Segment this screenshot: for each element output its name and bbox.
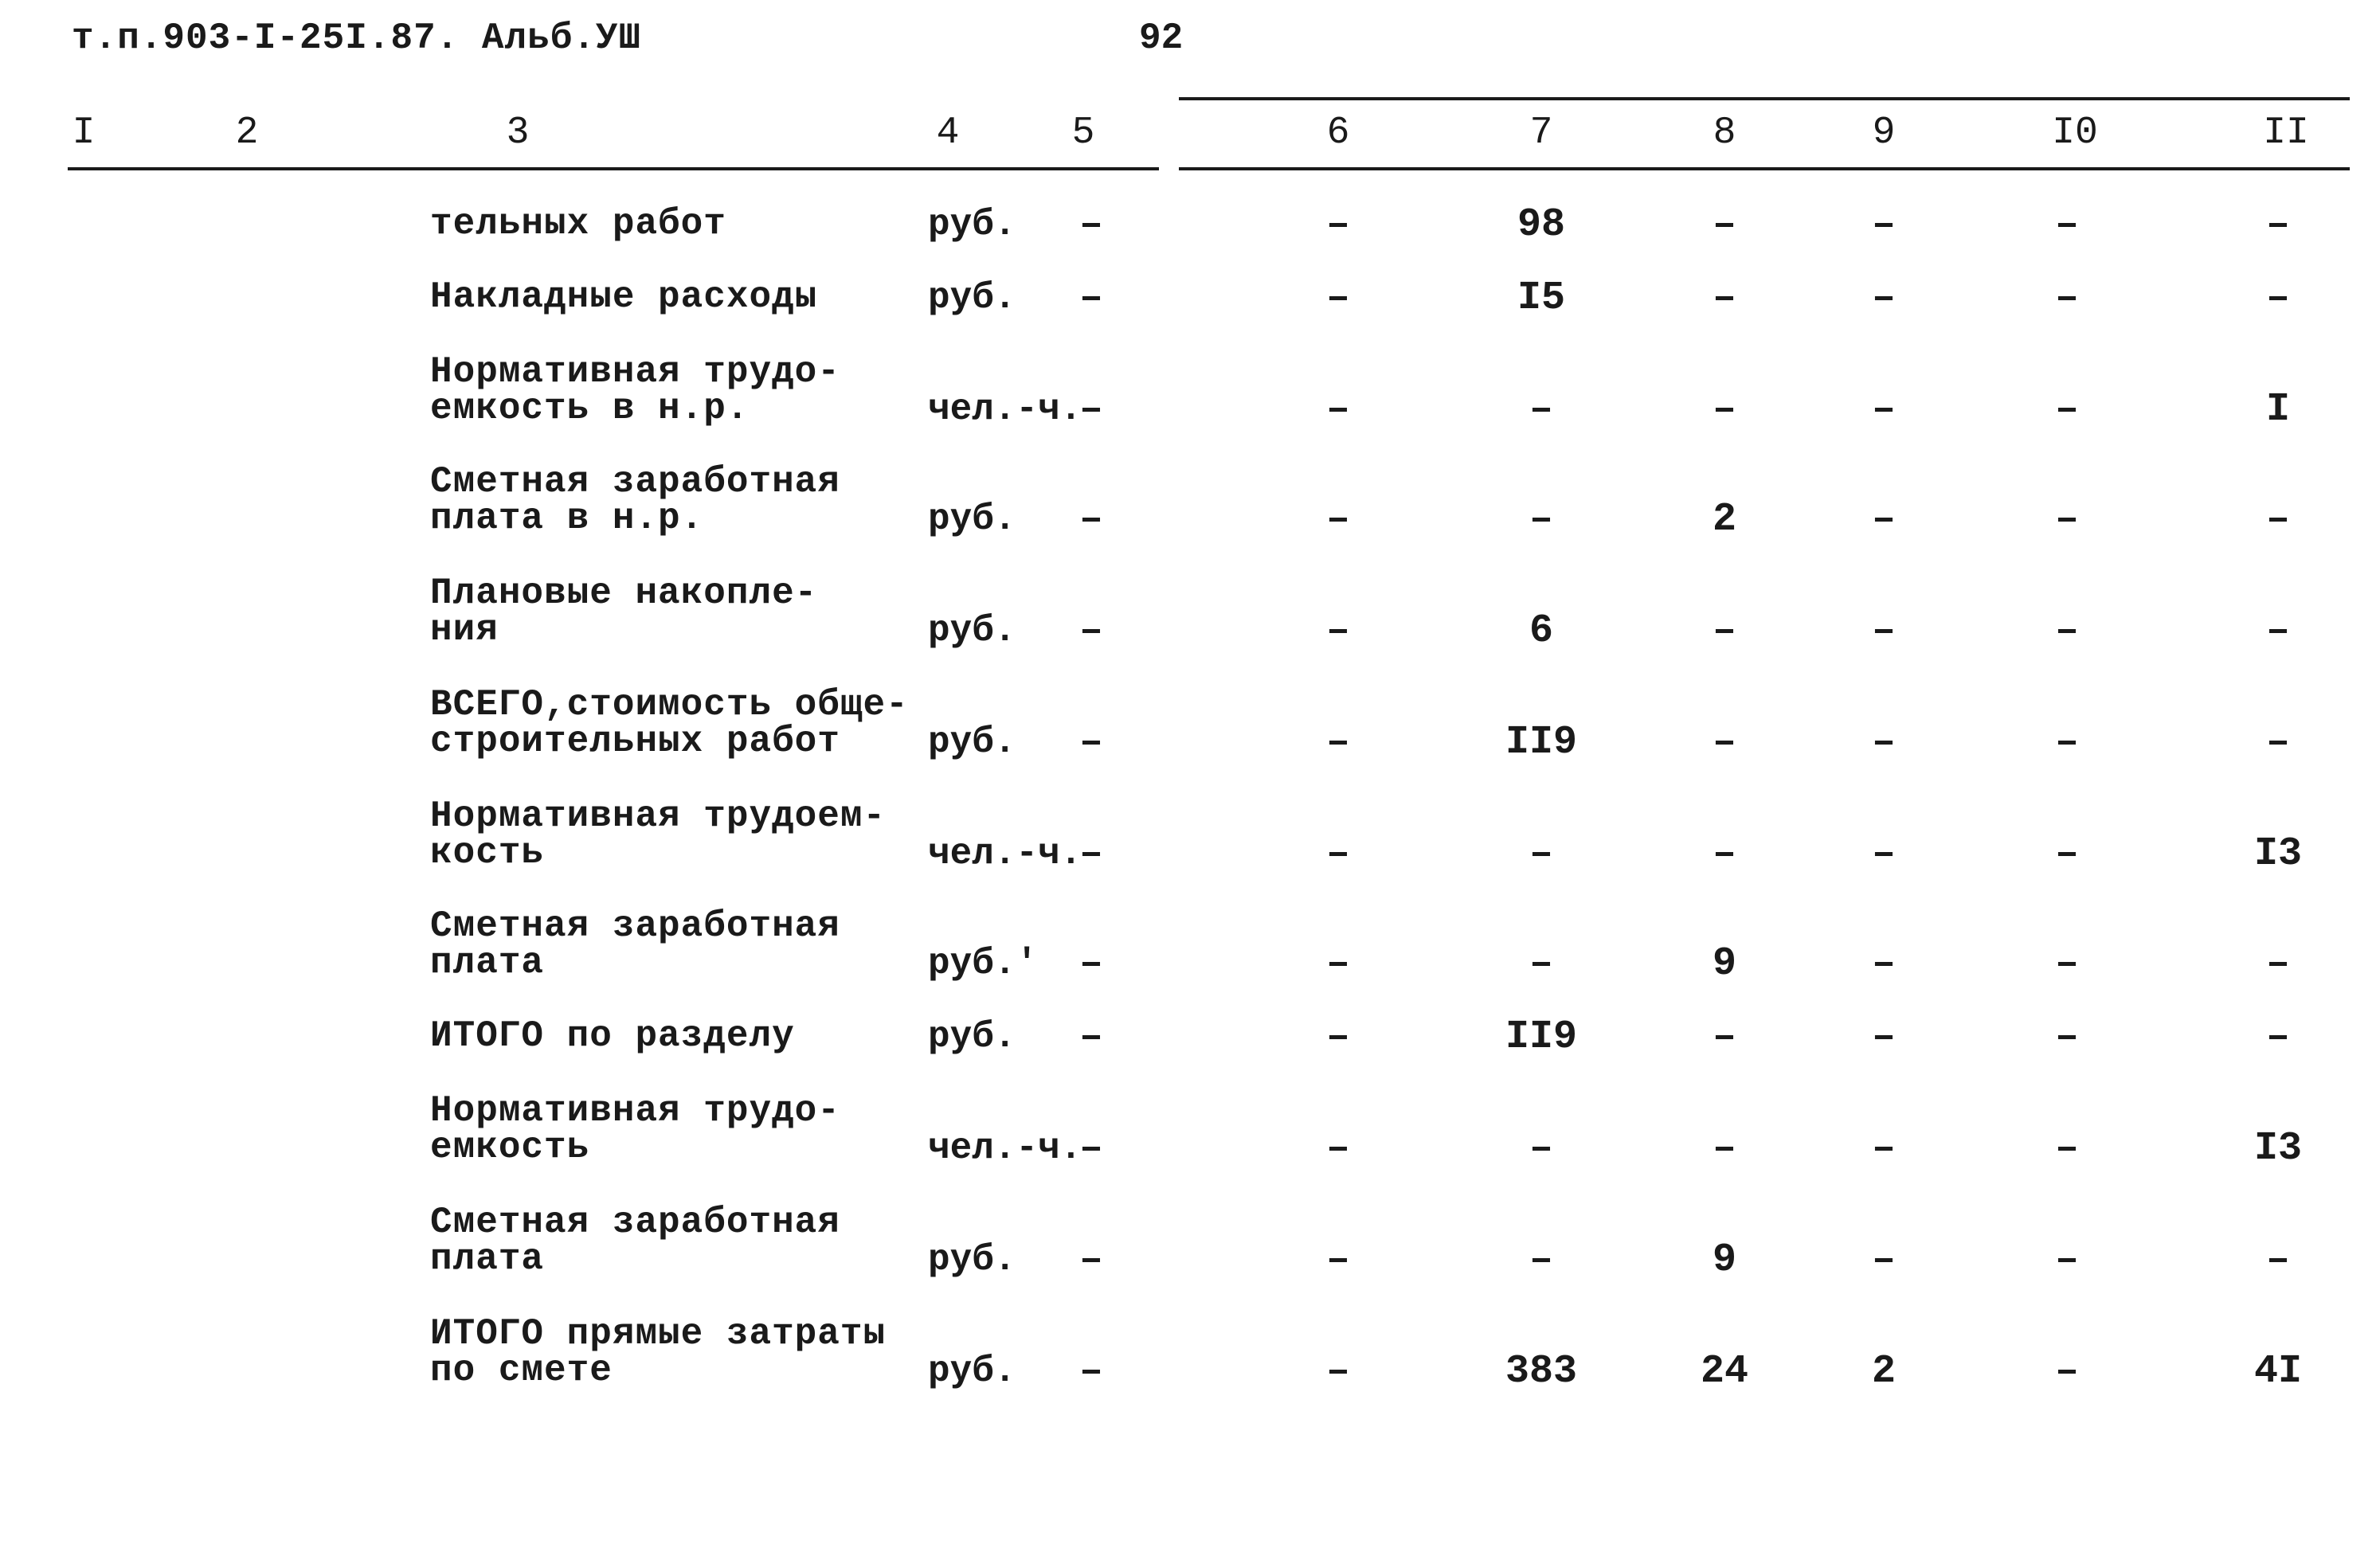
unit-of-measure: руб. <box>928 610 1016 651</box>
value-c7: I5 <box>1517 276 1566 321</box>
unit-of-measure: руб. <box>928 1239 1016 1280</box>
value-c11: I3 <box>2253 831 2303 877</box>
item-description-line: ния <box>430 609 499 651</box>
item-description <box>430 1202 840 1280</box>
value-c8: 24 <box>1700 1349 1749 1394</box>
document-reference: т.п.903-I-25I.87. Альб.УШ <box>72 18 642 59</box>
item-description <box>430 686 909 760</box>
value-c8: – <box>1712 276 1737 321</box>
unit-of-measure: чел.-ч. <box>928 389 1082 430</box>
header-top-rule <box>1179 97 2350 100</box>
value-c5: – <box>1078 720 1104 765</box>
value-c6: – <box>1325 720 1351 765</box>
item-description <box>430 573 818 651</box>
value-c11: – <box>2265 1237 2291 1283</box>
value-c11: – <box>2265 608 2291 654</box>
value-c8: – <box>1712 831 1737 877</box>
item-description-line: кость <box>430 832 545 874</box>
item-description-line: Нормативная трудоем- <box>430 796 887 837</box>
item-description-line: Нормативная трудо- <box>430 351 840 393</box>
value-c6: – <box>1325 941 1351 987</box>
item-description-line: емкость в н.р. <box>430 388 750 429</box>
value-c6: – <box>1325 497 1351 542</box>
value-c10: – <box>2054 1349 2080 1394</box>
item-description-line: плата <box>430 1238 545 1280</box>
value-c9: – <box>1871 608 1897 654</box>
item-description <box>430 205 726 242</box>
value-c10: – <box>2054 276 2080 321</box>
unit-of-measure: руб. <box>928 204 1016 245</box>
value-c7: 383 <box>1505 1349 1578 1394</box>
item-description <box>430 1315 886 1389</box>
value-c8: – <box>1712 1014 1737 1060</box>
item-description-line: тельных работ <box>430 203 726 244</box>
value-c10: – <box>2054 1126 2080 1171</box>
value-c5: – <box>1078 497 1104 542</box>
item-description <box>430 1015 795 1057</box>
value-c10: – <box>2054 497 2080 542</box>
item-description-line: ИТОГО прямые затраты <box>430 1313 887 1355</box>
value-c9: 2 <box>1871 1349 1897 1394</box>
column-header-9: 9 <box>1872 111 1896 154</box>
value-c11: 4I <box>2253 1349 2303 1394</box>
item-description-line: плата в н.р. <box>430 498 704 539</box>
value-c5: – <box>1078 1349 1104 1394</box>
value-c8: – <box>1712 387 1737 432</box>
item-description-line: ВСЕГО,стоимость обще- <box>430 684 909 725</box>
unit-of-measure: чел.-ч. <box>928 833 1082 874</box>
value-c5: – <box>1078 276 1104 321</box>
header-bottom-rule-right <box>1179 167 2350 170</box>
value-c6: – <box>1325 276 1351 321</box>
value-c9: – <box>1871 387 1897 432</box>
value-c7: – <box>1529 387 1554 432</box>
item-description <box>430 463 840 537</box>
value-c11: – <box>2265 941 2291 987</box>
value-c5: – <box>1078 941 1104 987</box>
value-c9: – <box>1871 831 1897 877</box>
value-c5: – <box>1078 1126 1104 1171</box>
value-c8: 2 <box>1712 497 1737 542</box>
value-c9: – <box>1871 1237 1897 1283</box>
value-c5: – <box>1078 831 1104 877</box>
unit-of-measure: руб. <box>928 721 1016 763</box>
value-c9: – <box>1871 941 1897 987</box>
value-c7: II9 <box>1505 720 1578 765</box>
value-c10: – <box>2054 1014 2080 1060</box>
value-c11: – <box>2265 202 2291 248</box>
value-c11: – <box>2265 497 2291 542</box>
value-c9: – <box>1871 1014 1897 1060</box>
column-header-3: 3 <box>506 111 530 154</box>
value-c11: I <box>2265 387 2291 432</box>
value-c6: – <box>1325 1014 1351 1060</box>
value-c10: – <box>2054 608 2080 654</box>
item-description-line: Плановые накопле- <box>430 573 818 614</box>
value-c6: – <box>1325 1126 1351 1171</box>
column-header-6: 6 <box>1326 111 1350 154</box>
value-c5: – <box>1078 1014 1104 1060</box>
value-c7: 98 <box>1517 202 1566 248</box>
value-c6: – <box>1325 608 1351 654</box>
item-description-line: Накладные расходы <box>430 276 818 318</box>
item-description-line: Нормативная трудо- <box>430 1090 840 1132</box>
item-description <box>430 1090 840 1168</box>
column-header-4: 4 <box>936 111 960 154</box>
column-header-10: I0 <box>2052 111 2098 154</box>
value-c11: – <box>2265 1014 2291 1060</box>
value-c5: – <box>1078 202 1104 248</box>
item-description-line: Сметная заработная <box>430 461 840 502</box>
item-description <box>430 796 887 874</box>
unit-of-measure: руб. <box>928 1351 1016 1392</box>
value-c6: – <box>1325 831 1351 877</box>
value-c6: – <box>1325 1349 1351 1394</box>
value-c10: – <box>2054 941 2080 987</box>
item-description-line: Сметная заработная <box>430 905 840 947</box>
value-c5: – <box>1078 387 1104 432</box>
value-c9: – <box>1871 497 1897 542</box>
value-c5: – <box>1078 1237 1104 1283</box>
column-header-11: II <box>2263 111 2309 154</box>
item-description <box>430 905 840 983</box>
item-description-line: емкость <box>430 1127 590 1168</box>
unit-of-measure: руб. <box>928 277 1016 319</box>
value-c11: – <box>2265 720 2291 765</box>
item-description-line: ИТОГО по разделу <box>430 1015 795 1057</box>
column-header-8: 8 <box>1713 111 1736 154</box>
value-c10: – <box>2054 831 2080 877</box>
value-c7: – <box>1529 941 1554 987</box>
value-c6: – <box>1325 387 1351 432</box>
value-c8: – <box>1712 202 1737 248</box>
value-c10: – <box>2054 202 2080 248</box>
column-header-5: 5 <box>1071 111 1095 154</box>
unit-of-measure: чел.-ч. <box>928 1128 1082 1169</box>
value-c8: – <box>1712 720 1737 765</box>
value-c9: – <box>1871 720 1897 765</box>
value-c7: – <box>1529 1126 1554 1171</box>
item-description <box>430 276 818 318</box>
value-c8: – <box>1712 1126 1737 1171</box>
value-c9: – <box>1871 276 1897 321</box>
column-header-2: 2 <box>235 111 259 154</box>
value-c7: 6 <box>1529 608 1554 654</box>
value-c10: – <box>2054 720 2080 765</box>
column-header-7: 7 <box>1529 111 1553 154</box>
value-c10: – <box>2054 1237 2080 1283</box>
value-c7: – <box>1529 831 1554 877</box>
item-description <box>430 351 840 429</box>
value-c11: I3 <box>2253 1126 2303 1171</box>
unit-of-measure: руб. <box>928 498 1016 540</box>
unit-of-measure: руб. <box>928 1016 1016 1057</box>
value-c7: – <box>1529 497 1554 542</box>
item-description-line: Сметная заработная <box>430 1202 840 1243</box>
value-c6: – <box>1325 202 1351 248</box>
column-header-1: I <box>72 111 96 154</box>
item-description-line: строительных работ <box>430 721 840 762</box>
value-c8: 9 <box>1712 1237 1737 1283</box>
value-c9: – <box>1871 202 1897 248</box>
value-c6: – <box>1325 1237 1351 1283</box>
item-description-line: по смете <box>430 1350 613 1391</box>
value-c8: – <box>1712 608 1737 654</box>
value-c5: – <box>1078 608 1104 654</box>
value-c7: – <box>1529 1237 1554 1283</box>
value-c10: – <box>2054 387 2080 432</box>
header-bottom-rule-left <box>68 167 1159 170</box>
item-description-line: плата <box>430 942 545 983</box>
unit-of-measure: руб.' <box>928 943 1039 984</box>
value-c8: 9 <box>1712 941 1737 987</box>
value-c9: – <box>1871 1126 1897 1171</box>
value-c11: – <box>2265 276 2291 321</box>
page-number: 92 <box>1139 18 1184 59</box>
value-c7: II9 <box>1505 1014 1578 1060</box>
